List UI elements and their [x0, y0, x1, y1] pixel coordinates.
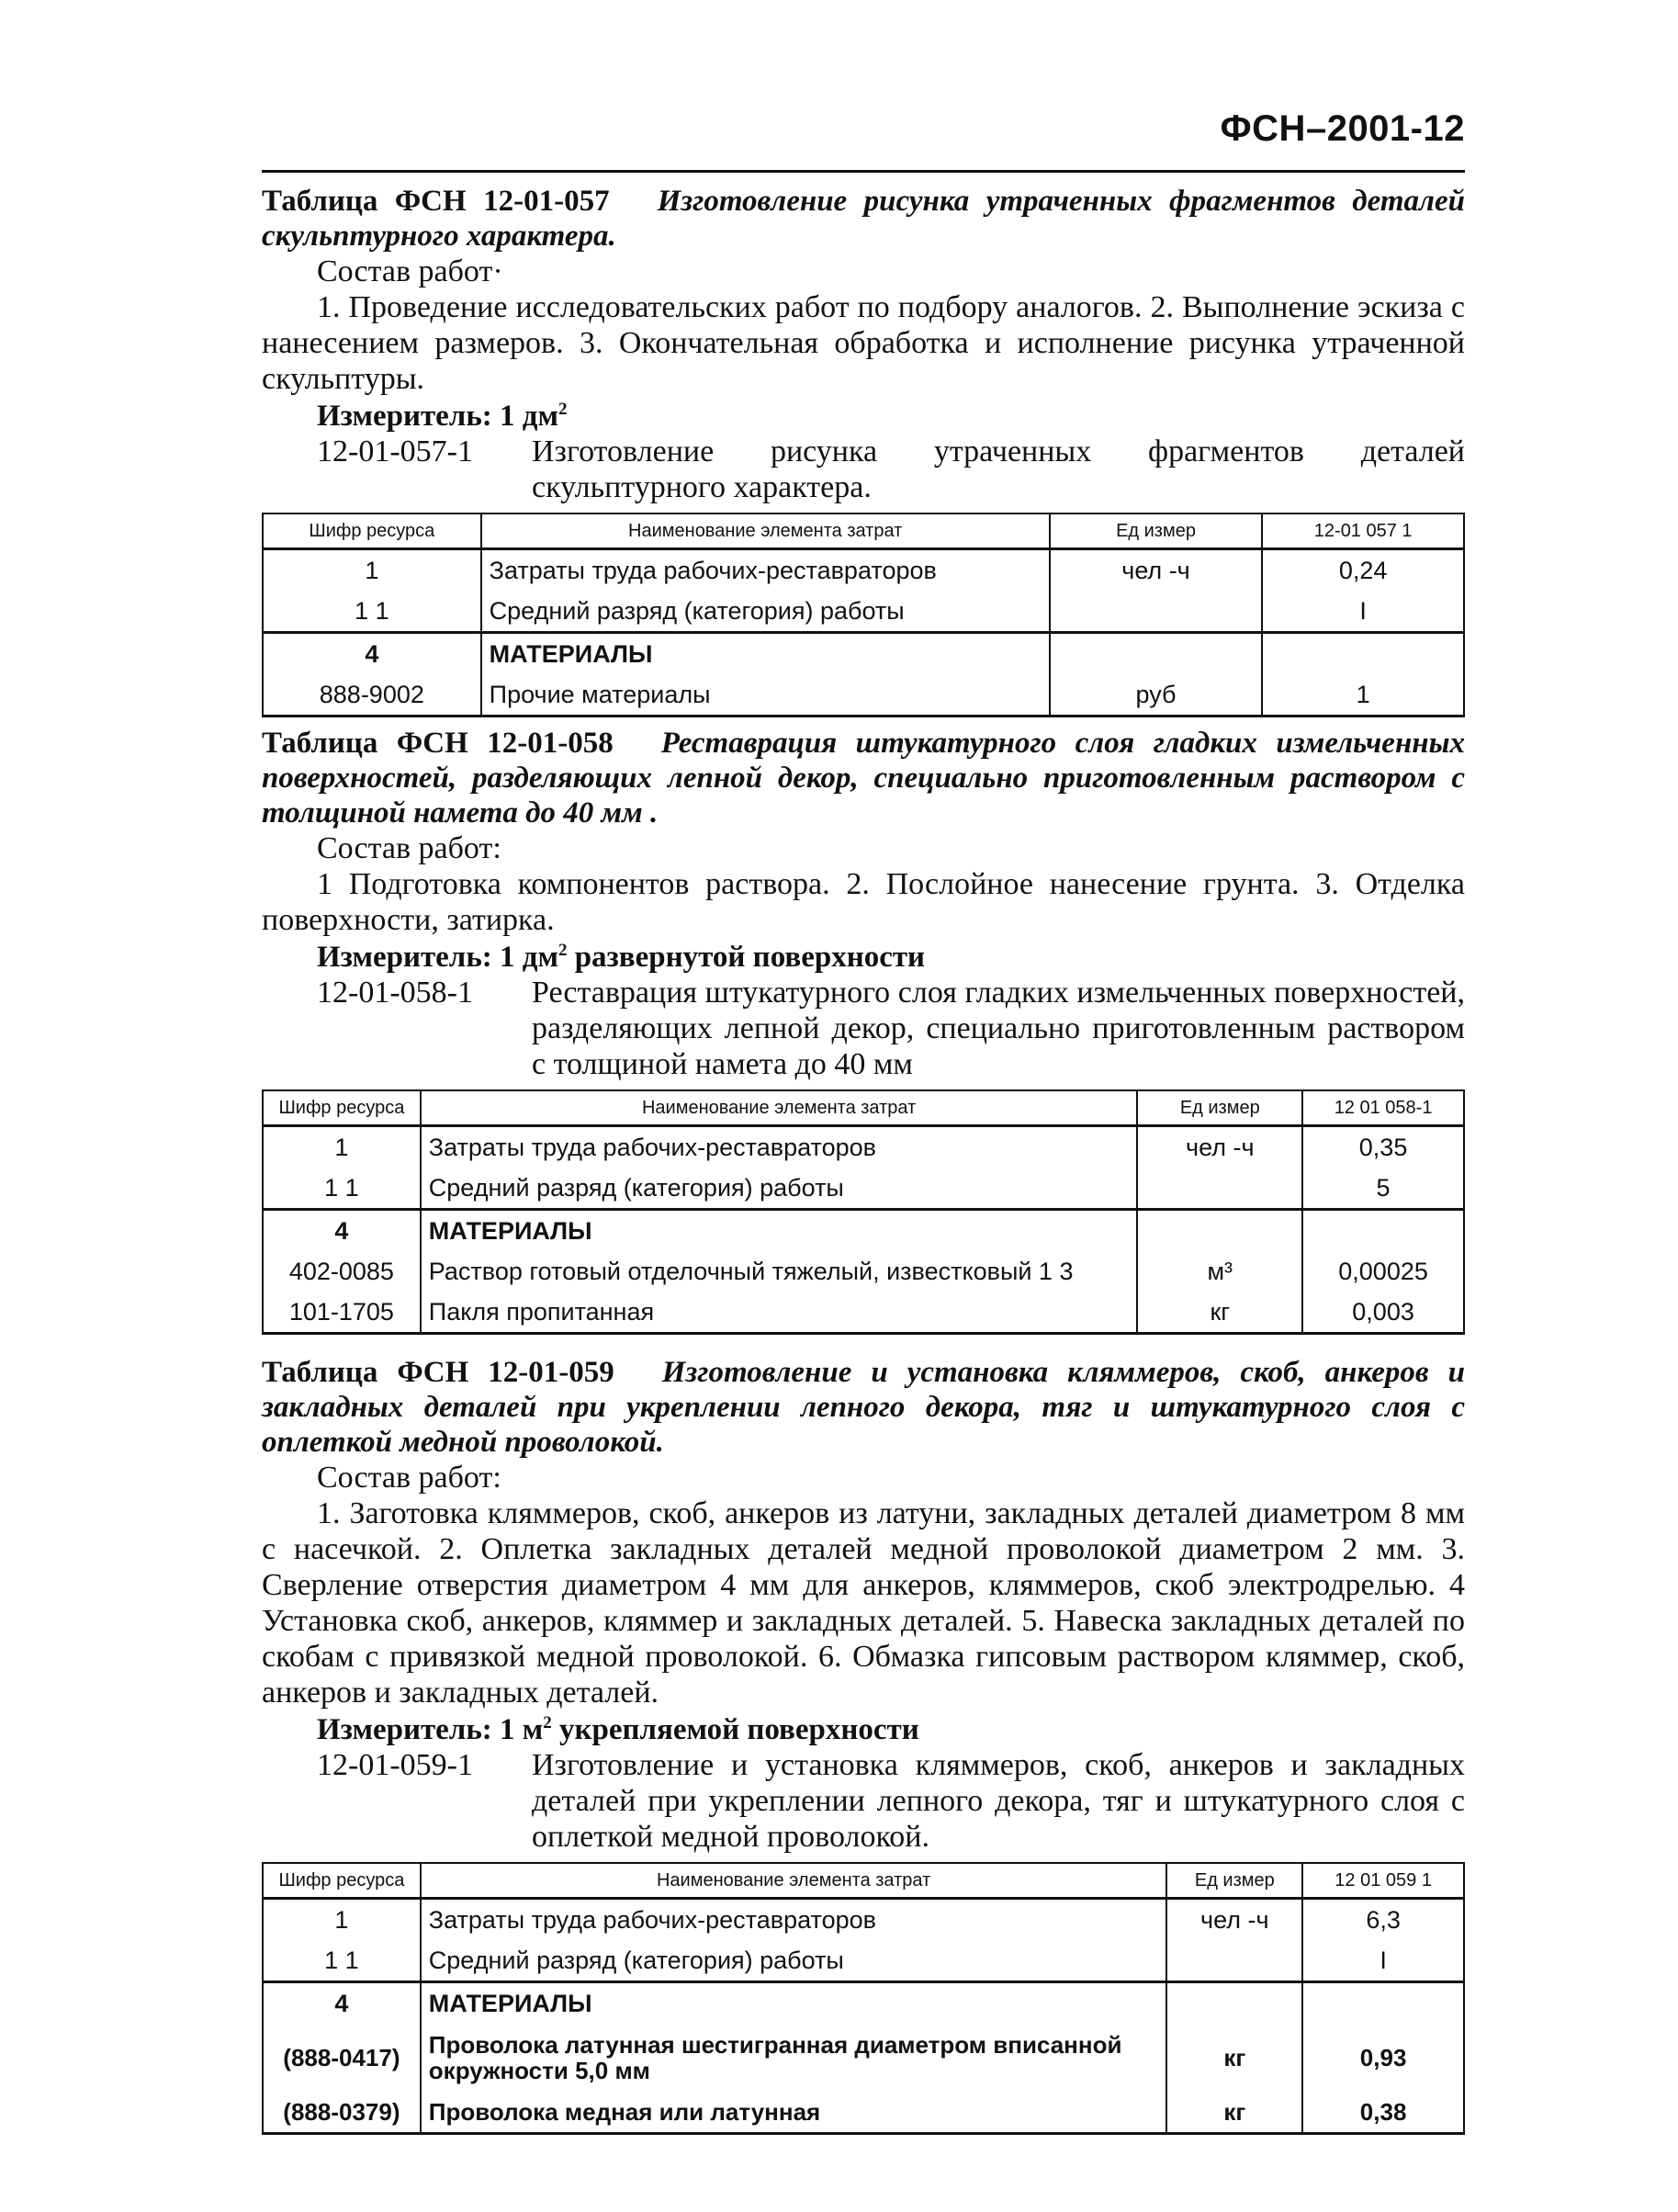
resources-table [262, 513, 1465, 717]
table-header-row [263, 1863, 1464, 1899]
resource-code: 101-1705 [263, 1292, 421, 1334]
resource-code: 888-9002 [263, 674, 481, 717]
resource-name: Прочие материалы [481, 674, 1050, 717]
resource-unit: кг [1166, 2092, 1302, 2134]
table-title: Изготовление рисунка утраченных фрагментов деталей скульптурного характера. [262, 185, 1465, 253]
resource-unit [1166, 1940, 1302, 1982]
meter-suffix: укрепляемой поверхности [551, 1713, 919, 1746]
column-header-norm: 12 01 059 1 [1302, 1863, 1464, 1899]
table-row [263, 1899, 1464, 1941]
section-title [262, 726, 1465, 830]
meter [317, 940, 1465, 975]
table-header-row [263, 1090, 1464, 1126]
table-title: Изготовление и установка кляммеров, скоб, анкеров и закладных деталей при укреплении лепного декора, тяг и штукатурного слоя с оплеткой медной проволокой. [262, 1356, 1465, 1459]
meter-superscript: 2 [557, 941, 568, 960]
resource-unit [1166, 1982, 1302, 2025]
resource-unit: чел -ч [1166, 1899, 1302, 1941]
column-header-code: Шифр ресурса [263, 1863, 421, 1899]
table-row [263, 1126, 1464, 1168]
table-row [263, 1940, 1464, 1982]
column-header-name: Наименование элемента затрат [481, 514, 1050, 549]
composition-text: 1. Заготовка кляммеров, скоб, анкеров из латуни, закладных деталей диаметром 8 мм с насечкой. 2. Оплетка закладных деталей медной проволокой диаметром 2 мм. 3. Сверление отверстия диаметром 4 мм для анкеров, кляммеров, скоб электродрелью. 4 Установка скоб, анкеров, кляммер и закладных деталей. 5. Навеска закладных деталей по скобам с привязкой медной проволокой. 6. Обмазка гипсовым раствором кляммер, скоб, анкеров и закладных деталей. [262, 1496, 1465, 1710]
resource-name: МАТЕРИАЛЫ [481, 633, 1050, 675]
resource-value: 1 [1262, 674, 1464, 717]
resource-code: 1 1 [263, 1168, 421, 1210]
resource-value [1262, 633, 1464, 675]
resource-value: 0,00025 [1302, 1251, 1464, 1292]
column-header-code: Шифр ресурса [263, 514, 481, 549]
resource-name: Пакля пропитанная [421, 1292, 1138, 1334]
resource-name: Раствор готовый отделочный тяжелый, известковый 1 3 [421, 1251, 1138, 1292]
column-header-unit: Ед измер [1137, 1090, 1302, 1126]
norm-text: Изготовление и установка кляммеров, скоб, анкеров и закладных деталей при укреплении лепного декора, тяг и штукатурного слоя с оплеткой медной проволокой. [532, 1748, 1465, 1854]
norm-description [317, 975, 1465, 1082]
resource-name: Проволока латунная шестигранная диаметром вписанной окружности 5,0 мм [421, 2024, 1167, 2092]
resource-unit [1137, 1210, 1302, 1252]
meter-superscript: 2 [557, 400, 568, 419]
column-header-norm: 12 01 058-1 [1302, 1090, 1464, 1126]
resource-unit: кг [1137, 1292, 1302, 1334]
resource-name: МАТЕРИАЛЫ [421, 1982, 1167, 2025]
resource-value: I [1262, 591, 1464, 633]
resource-name: Проволока медная или латунная [421, 2092, 1167, 2134]
meter-label: Измеритель: 1 дм [317, 941, 558, 974]
column-header-name: Наименование элемента затрат [421, 1863, 1167, 1899]
section-12-01-058 [262, 726, 1465, 1335]
header-rule [262, 170, 1465, 173]
composition-text: 1. Проведение исследовательских работ по подбору аналогов. 2. Выполнение эскиза с нанесением размеров. 3. Окончательная обработка и исполнение рисунка утраченной скульптуры. [262, 290, 1465, 396]
norm-code: 12-01-057-1 [317, 434, 473, 468]
table-code: Таблица ФСН 12-01-059 [262, 1356, 614, 1389]
resource-code: 1 1 [263, 1940, 421, 1982]
meter-suffix: развернутой поверхности [567, 941, 926, 974]
meter-label: Измеритель: 1 дм [317, 400, 558, 433]
resource-value: 5 [1302, 1168, 1464, 1210]
resources-table [262, 1862, 1465, 2135]
table-row-group [263, 633, 1464, 675]
section-12-01-059 [262, 1355, 1465, 2135]
meter-label: Измеритель: 1 м [317, 1713, 544, 1746]
composition-label: Состав работ: [317, 831, 501, 865]
table-title: Реставрация штукатурного слоя гладких измельченных поверхностей, разделяющих лепной декор, специально приготовленным раствором с толщиной намета до 40 мм . [262, 727, 1465, 830]
composition-label: Состав работ· [317, 254, 503, 288]
resource-code: 1 [263, 1899, 421, 1941]
resource-unit [1137, 1168, 1302, 1210]
meter [317, 399, 1465, 434]
table-row [263, 674, 1464, 717]
column-header-unit: Ед измер [1166, 1863, 1302, 1899]
section-title [262, 184, 1465, 254]
resource-unit: чел -ч [1050, 549, 1263, 592]
table-row [263, 549, 1464, 592]
table-row [263, 591, 1464, 633]
column-header-code: Шифр ресурса [263, 1090, 421, 1126]
table-code: Таблица ФСН 12-01-058 [262, 727, 614, 760]
resource-unit [1050, 591, 1263, 633]
resource-unit: м³ [1137, 1251, 1302, 1292]
resource-value: 0,38 [1302, 2092, 1464, 2134]
resource-code: 4 [263, 633, 481, 675]
resource-code: (888-0417) [263, 2024, 421, 2092]
resource-unit [1050, 633, 1263, 675]
resource-name: Затраты труда рабочих-реставраторов [421, 1126, 1138, 1168]
norm-text: Изготовление рисунка утраченных фрагментов деталей скульптурного характера. [532, 434, 1465, 504]
table-row [263, 1292, 1464, 1334]
resources-table [262, 1089, 1465, 1335]
resource-unit: чел -ч [1137, 1126, 1302, 1168]
resource-value [1302, 1210, 1464, 1252]
norm-code: 12-01-059-1 [317, 1748, 473, 1782]
resource-code: 1 1 [263, 591, 481, 633]
resource-code: 4 [263, 1210, 421, 1252]
resource-code: 4 [263, 1982, 421, 2025]
table-code: Таблица ФСН 12-01-057 [262, 185, 610, 218]
norm-code: 12-01-058-1 [317, 976, 473, 1010]
table-row [263, 1251, 1464, 1292]
column-header-name: Наименование элемента затрат [421, 1090, 1138, 1126]
resource-value: 0,93 [1302, 2024, 1464, 2092]
resource-value: 0,35 [1302, 1126, 1464, 1168]
resource-name: Средний разряд (категория) работы [481, 591, 1050, 633]
resource-unit: руб [1050, 674, 1263, 717]
table-row-group [263, 1982, 1464, 2025]
resource-value: 6,3 [1302, 1899, 1464, 1941]
meter [317, 1712, 1465, 1747]
resource-code: 1 [263, 1126, 421, 1168]
composition-label: Состав работ: [317, 1461, 501, 1495]
resource-name: МАТЕРИАЛЫ [421, 1210, 1138, 1252]
resource-code: 1 [263, 549, 481, 592]
resource-code: (888-0379) [263, 2092, 421, 2134]
resource-name: Средний разряд (категория) работы [421, 1168, 1138, 1210]
resource-value: I [1302, 1940, 1464, 1982]
norm-description [317, 434, 1465, 505]
table-row [263, 1168, 1464, 1210]
section-12-01-057 [262, 184, 1465, 717]
resource-name: Затраты труда рабочих-реставраторов [421, 1899, 1167, 1941]
table-row-group [263, 1210, 1464, 1252]
table-header-row [263, 514, 1464, 549]
running-header: ФСН–2001-12 [1220, 108, 1465, 149]
column-header-norm: 12-01 057 1 [1262, 514, 1464, 549]
resource-unit: кг [1166, 2024, 1302, 2092]
resource-value [1302, 1982, 1464, 2025]
table-row [263, 2024, 1464, 2092]
resource-name: Средний разряд (категория) работы [421, 1940, 1167, 1982]
table-row [263, 2092, 1464, 2134]
composition-text: 1 Подготовка компонентов раствора. 2. Послойное нанесение грунта. 3. Отделка поверхности, затирка. [262, 867, 1465, 937]
section-title [262, 1355, 1465, 1460]
norm-text: Реставрация штукатурного слоя гладких измельченных поверхностей, разделяющих лепной декор, специально приготовленным раствором с толщиной намета до 40 мм [532, 976, 1465, 1081]
resource-name: Затраты труда рабочих-реставраторов [481, 549, 1050, 592]
resource-code: 402-0085 [263, 1251, 421, 1292]
meter-superscript: 2 [543, 1713, 552, 1732]
column-header-unit: Ед измер [1050, 514, 1263, 549]
resource-value: 0,24 [1262, 549, 1464, 592]
resource-value: 0,003 [1302, 1292, 1464, 1334]
norm-description [317, 1747, 1465, 1855]
